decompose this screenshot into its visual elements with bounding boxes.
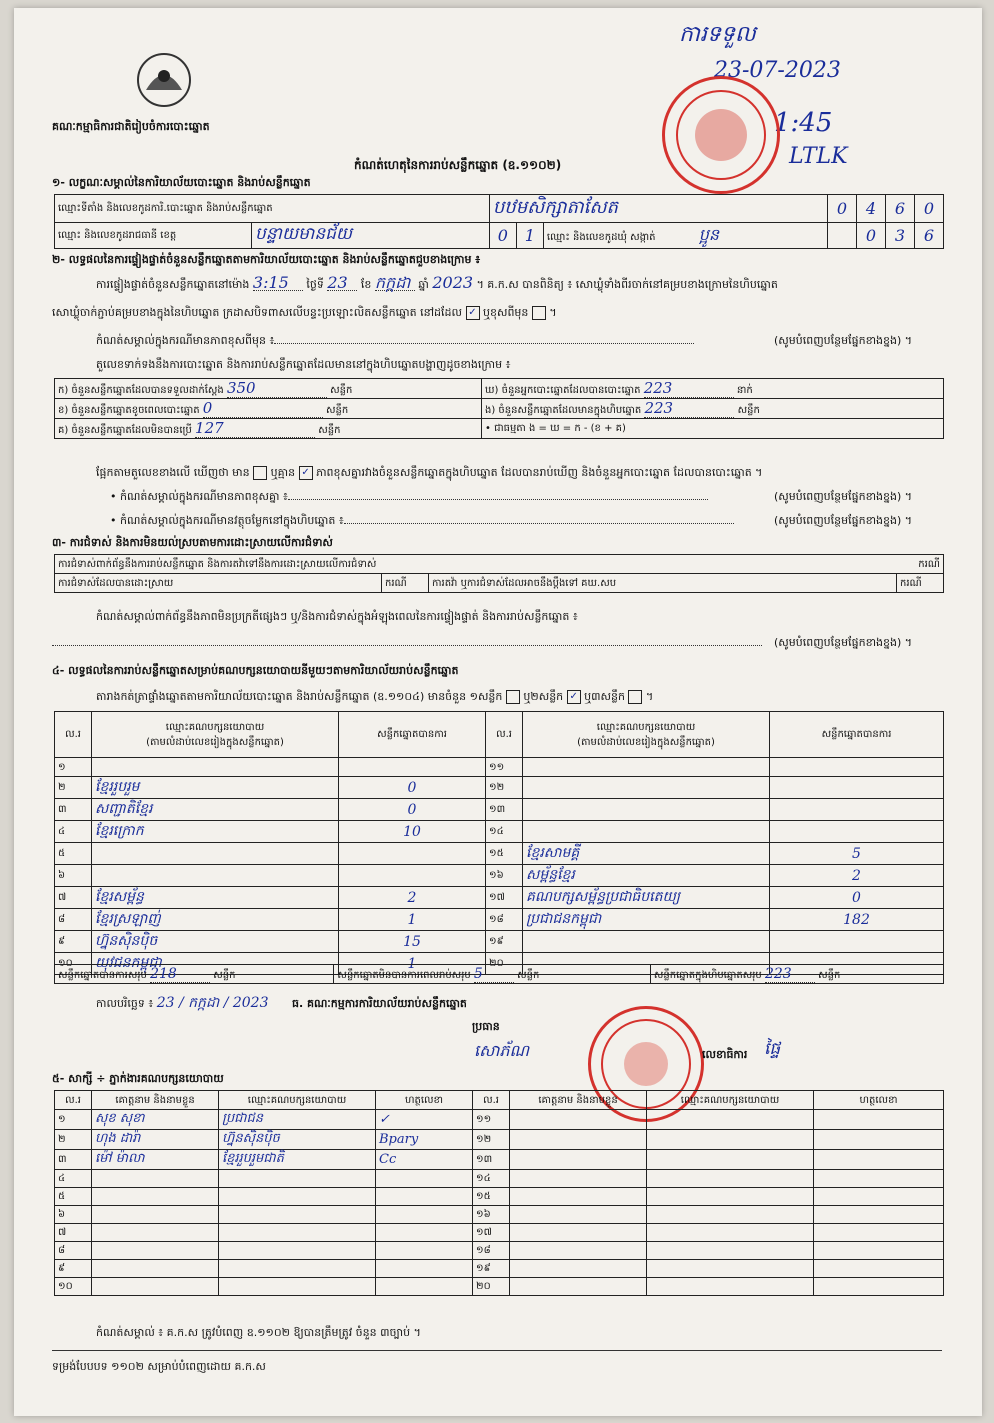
result-votes: 182	[770, 909, 944, 931]
col-votes-left: សន្លឹកឆ្នោតបានការ	[339, 712, 486, 758]
chair-label: ប្រធាន	[472, 1020, 500, 1033]
witness-party: ប្រជាជន	[219, 1110, 376, 1130]
counts-table	[54, 378, 944, 439]
witness-party: ហ្វ៊ុនស៊ិនប៉ិច	[219, 1130, 376, 1150]
witness-signature	[814, 1260, 944, 1278]
witness-no: ១៣	[473, 1150, 510, 1170]
result-votes	[339, 843, 486, 865]
witness-party	[647, 1110, 814, 1130]
chair-signature: សោភ័ណ	[474, 1041, 530, 1060]
w-col-no-right: ល.រ	[473, 1091, 510, 1110]
witness-row	[55, 1206, 944, 1224]
result-no: ១៨	[486, 909, 523, 931]
witness-party	[647, 1150, 814, 1170]
witness-signature	[814, 1188, 944, 1206]
result-votes	[770, 758, 944, 777]
date-line: កាលបរិច្ឆេទ ៖ 23 / កក្កដា / 2023 ធ. គណៈកម្មការការិយាល័យរាប់សន្លឹកឆ្នោត	[96, 995, 467, 1011]
witness-no: ១២	[473, 1130, 510, 1150]
count-formula: • ជាធម្មតា ង = ឃ = ក - (ខ + គ)	[482, 419, 944, 439]
witness-name	[92, 1242, 219, 1260]
receipt-date: 23-07-2023	[714, 58, 841, 83]
witness-no: ១	[55, 1110, 92, 1130]
station-table	[54, 194, 944, 249]
total-invalid: 5	[474, 966, 514, 983]
witness-party	[219, 1260, 376, 1278]
one-sheet-checkbox[interactable]	[506, 690, 520, 704]
official-stamp	[662, 76, 780, 194]
witness-signature	[814, 1170, 944, 1188]
result-party	[523, 821, 770, 843]
three-sheet-checkbox[interactable]	[628, 690, 642, 704]
secretary-signature: ផ្ទៃ	[764, 1039, 781, 1059]
result-row	[55, 865, 944, 887]
witness-name	[510, 1130, 647, 1150]
count-row-d: ឃ) ចំនួនអ្នកបោះឆ្នោតដែលបានបោះឆ្នោត 223 នាក់	[482, 379, 944, 399]
verify-year: 2023	[432, 273, 474, 292]
witness-no: ១៥	[473, 1188, 510, 1206]
result-row	[55, 887, 944, 909]
witness-name: ហុង ដារ៉ា	[92, 1130, 219, 1150]
witness-row	[55, 1242, 944, 1260]
witness-name: សុខ សុខា	[92, 1110, 219, 1130]
result-votes: 0	[339, 777, 486, 799]
result-votes: 10	[339, 821, 486, 843]
witness-no: ១៧	[473, 1224, 510, 1242]
result-votes	[770, 821, 944, 843]
result-party	[523, 777, 770, 799]
witness-party	[219, 1206, 376, 1224]
form-page	[14, 8, 982, 1416]
section2-title: ២- លទ្ធផលនៃការផ្ទៀងផ្ទាត់ចំនួនសន្លឹកឆ្នោតតាមការិយាល័យបោះឆ្នោត និងរាប់សន្លឹកឆ្នោតជួបខាងក្រោម ៖	[52, 253, 481, 266]
result-votes: 0	[770, 887, 944, 909]
objection-row1: ការជំទាស់ពាក់ព័ន្ធនឹងការរាប់សន្លឹកឆ្នោត និងការតវ៉ាទៅនឹងការដោះស្រាយលើការជំទាស់ ករណី	[55, 555, 944, 574]
count-a-value: 350	[227, 379, 327, 398]
result-no: ១៩	[486, 931, 523, 953]
total-box: 223	[765, 966, 815, 983]
witness-signature	[376, 1278, 473, 1296]
result-no: ១៤	[486, 821, 523, 843]
result-no: ៩	[55, 931, 92, 953]
col-party-right: ឈ្មោះគណបក្សនយោបាយ (តាមលំដាប់លេខរៀងក្នុងសន្លឹកឆ្នោត)	[523, 712, 770, 758]
total-box-cell: សន្លឹកឆ្នោតក្នុងហិបឆ្នោតសរុប 223 សន្លឹក	[650, 965, 943, 984]
note1-line: កំណត់សម្គាល់ក្នុងករណីមានភាពខុសពីមុន ៖	[96, 334, 694, 348]
station-value: បឋមសិក្សាតាសែត	[489, 195, 827, 223]
witness-no: ១១	[473, 1110, 510, 1130]
witness-party	[647, 1260, 814, 1278]
commune-value: ប្អូន	[698, 224, 720, 244]
result-row	[55, 777, 944, 799]
commune-block	[543, 223, 827, 249]
bullet1-line: • កំណត់សម្គាល់ក្នុងករណីមានភាពខុសគ្នា ៖	[110, 490, 708, 504]
committee-name: គណៈកម្មាធិការជាតិរៀបចំការបោះឆ្នោត	[52, 120, 210, 133]
result-votes	[770, 777, 944, 799]
witness-party	[647, 1170, 814, 1188]
witness-signature: Bpary	[376, 1130, 473, 1150]
witness-signature	[814, 1206, 944, 1224]
witness-signature: ✓	[376, 1110, 473, 1130]
witness-signature	[814, 1224, 944, 1242]
fill-more-1: (សូមបំពេញបន្ថែមផ្នែកខាងខ្នង) ។	[774, 334, 913, 347]
result-votes: 5	[770, 843, 944, 865]
witness-name	[92, 1206, 219, 1224]
station-code-1: 0	[828, 195, 857, 223]
section3-note: កំណត់សម្គាល់ពាក់ព័ន្ធនឹងភាពមិនប្រក្រតីផ្សេងៗ ឬ/និងការជំទាស់ក្នុងអំឡុងពេលនៃការផ្ទៀងផ្ទាត់ និងការរាប់សន្លឹកឆ្នោត ៖	[96, 610, 578, 623]
result-no: ១៣	[486, 799, 523, 821]
total-valid: 218	[150, 966, 210, 983]
section5-title: ៥- សាក្សី ÷ ភ្នាក់ងារគណបក្សនយោបាយ	[52, 1072, 224, 1085]
col-no-left: ល.រ	[55, 712, 92, 758]
witness-signature	[376, 1206, 473, 1224]
result-row	[55, 758, 944, 777]
has-diff-checkbox[interactable]	[253, 466, 267, 480]
resolved-label: ការជំទាស់ដែលបានដោះស្រាយ	[55, 574, 382, 593]
witness-name	[510, 1188, 647, 1206]
section4-title: ៤- លទ្ធផលនៃការរាប់សន្លឹកឆ្នោតសម្រាប់គណបក្សនយោបាយនីមួយៗតាមការិយាល័យរាប់សន្លឹកឆ្នោត	[52, 664, 459, 677]
witness-signature	[814, 1242, 944, 1260]
witness-name	[510, 1206, 647, 1224]
form-note: កំណត់សម្គាល់ ៖ គ.ក.ស ត្រូវបំពេញ ឧ.១១០២ ឱ្យបានត្រឹមត្រូវ ចំនួន ៣ច្បាប់ ។	[96, 1326, 421, 1339]
witness-name	[92, 1224, 219, 1242]
totals-table	[54, 964, 944, 984]
province-code-2: 1	[516, 223, 543, 249]
result-party: សម្ព័ន្ធខ្មែរ	[523, 865, 770, 887]
witness-no: ១៤	[473, 1170, 510, 1188]
witness-name: ម៉ៅ ម៉ាលា	[92, 1150, 219, 1170]
result-party: ខ្មែរសម្ព័ន្ធ	[92, 887, 339, 909]
witness-party	[647, 1188, 814, 1206]
result-party: គណបក្សសម្ព័ន្ធប្រជាធិបតេយ្យ	[523, 887, 770, 909]
witness-row	[55, 1150, 944, 1170]
station-label: ឈ្មោះទីតាំង និងលេខកូដការិ.បោះឆ្នោត និងរាប់សន្លឹកឆ្នោត	[55, 195, 490, 223]
witness-party	[647, 1224, 814, 1242]
result-votes	[770, 931, 944, 953]
w-col-no-left: ល.រ	[55, 1091, 92, 1110]
witness-party	[647, 1206, 814, 1224]
result-no: ៣	[55, 799, 92, 821]
result-no: ៨	[55, 909, 92, 931]
witness-row	[55, 1130, 944, 1150]
secretary-label: លេខាធិការ	[702, 1048, 748, 1061]
witness-name	[510, 1224, 647, 1242]
col-party-left: ឈ្មោះគណបក្សនយោបាយ (តាមលំដាប់លេខរៀងក្នុងសន្លឹកឆ្នោត)	[92, 712, 339, 758]
result-party	[523, 931, 770, 953]
count-row-b: ខ) ចំនួនសន្លឹកឆ្នោតខូចពេលបោះឆ្នោត 0 សន្លឹក	[55, 399, 482, 419]
result-votes	[339, 865, 486, 887]
witness-row	[55, 1260, 944, 1278]
fill-more-4: (សូមបំពេញបន្ថែមផ្នែកខាងខ្នង) ។	[774, 636, 913, 649]
result-row	[55, 843, 944, 865]
same-checkbox[interactable]: ✓	[466, 306, 480, 320]
commune-code-2: 3	[886, 223, 915, 249]
witness-party	[219, 1224, 376, 1242]
compare-line: ផ្អែកតាមតួលេខខាងលើ ឃើញថា មាន ឬគ្មាន ✓ ភាពខុសគ្នារវាងចំនួនសន្លឹកឆ្នោតក្នុងហិបឆ្នោត ដែលបានរាប់ឃើញ និងចំនួនអ្នកបោះឆ្នោត ដែលបានបោះឆ្នោត ។	[96, 466, 763, 479]
two-sheet-checkbox[interactable]: ✓	[567, 690, 581, 704]
different-checkbox[interactable]	[532, 306, 546, 320]
witness-party	[647, 1130, 814, 1150]
result-no: ២០	[486, 953, 523, 975]
verify-day: 23	[327, 276, 357, 291]
w-col-party-right: ឈ្មោះគណបក្សនយោបាយ	[647, 1091, 814, 1110]
count-c-value: 127	[195, 419, 315, 438]
province-label: ឈ្មោះ និងលេខកូដរាជធានី ខេត្ត	[55, 223, 252, 249]
counts-intro: តួលេខទាក់ទងនឹងការបោះឆ្នោត និងការរាប់សន្លឹកឆ្នោតដែលមាននៅក្នុងហិបឆ្នោតបង្ហាញដូចខាងក្រោម ៖	[96, 358, 511, 371]
commune-label: ឈ្មោះ និងលេខកូដឃុំ សង្កាត់	[546, 231, 656, 243]
result-party: ខ្មែរស្រឡាញ់	[92, 909, 339, 931]
result-votes: 1	[339, 953, 486, 975]
commune-code-1: 0	[857, 223, 886, 249]
witness-no: ១៨	[473, 1242, 510, 1260]
witness-party	[219, 1188, 376, 1206]
count-b-value: 0	[203, 399, 323, 418]
count-date: 23 / កក្កដា / 2023	[156, 995, 269, 1011]
result-votes: 15	[339, 931, 486, 953]
witness-row	[55, 1170, 944, 1188]
result-votes	[339, 758, 486, 777]
witness-table	[54, 1090, 944, 1296]
witness-no: ២	[55, 1130, 92, 1150]
witness-name	[92, 1188, 219, 1206]
count-row-e: ង) ចំនួនសន្លឹកឆ្នោតដែលមានក្នុងហិបឆ្នោត 223 សន្លឹក	[482, 399, 944, 419]
witness-party: ខ្មែររួបរួមជាតិ	[219, 1150, 376, 1170]
witness-name	[92, 1260, 219, 1278]
result-no: ១៦	[486, 865, 523, 887]
result-party: ខ្មែរក្រោក	[92, 821, 339, 843]
receipt-note: ការទទួល	[679, 22, 756, 47]
witness-signature: Cc	[376, 1150, 473, 1170]
receipt-sign: LTLK	[789, 144, 848, 169]
attach-line: តារាងកត់ត្រាផ្ទាំងឆ្នោតតាមការិយាល័យបោះឆ្នោត និងរាប់សន្លឹកឆ្នោត (ឧ.១១០៤) មានចំនួន ១សន្លឹក ឬ២សន្លឹក ✓ ឬ៣សន្លឹក ។	[96, 690, 654, 703]
col-no-right: ល.រ	[486, 712, 523, 758]
resolved-case: ករណី	[382, 574, 429, 593]
witness-no: ២០	[473, 1278, 510, 1296]
witness-party	[647, 1278, 814, 1296]
section3-title: ៣- ការជំទាស់ និងការមិនយល់ស្របតាមការដោះស្រាយលើការជំទាស់	[52, 536, 333, 549]
witness-signature	[376, 1224, 473, 1242]
receipt-time: 1:45	[774, 108, 833, 138]
witness-name	[510, 1150, 647, 1170]
witness-row	[55, 1110, 944, 1130]
witness-no: ៥	[55, 1188, 92, 1206]
result-no: ៤	[55, 821, 92, 843]
station-code-4: 0	[915, 195, 944, 223]
form-title: កំណត់ហេតុនៃការរាប់សន្លឹកឆ្នោត (ឧ.១១០២)	[354, 158, 562, 172]
witness-signature	[814, 1278, 944, 1296]
witness-name	[510, 1110, 647, 1130]
witness-signature	[376, 1188, 473, 1206]
witness-signature	[376, 1242, 473, 1260]
footer-rule	[52, 1350, 942, 1351]
result-row	[55, 821, 944, 843]
appeal-label: ការតវ៉ា ឬការជំទាស់ដែលអាចនឹងប្ដឹងទៅ គឃ.សប	[429, 574, 897, 593]
result-row	[55, 909, 944, 931]
witness-name	[92, 1278, 219, 1296]
w-col-party-left: ឈ្មោះគណបក្សនយោបាយ	[219, 1091, 376, 1110]
result-row	[55, 931, 944, 953]
w-col-name-left: គោត្តនាម និងនាមខ្លួន	[92, 1091, 219, 1110]
witness-name	[510, 1170, 647, 1188]
witness-party	[647, 1242, 814, 1260]
result-no: ៦	[55, 865, 92, 887]
w-col-sign-right: ហត្ថលេខា	[814, 1091, 944, 1110]
witness-signature	[814, 1150, 944, 1170]
witness-no: ១៦	[473, 1206, 510, 1224]
witness-signature	[376, 1260, 473, 1278]
verify-line: ការផ្ទៀងផ្ទាត់ចំនួនសន្លឹកឆ្នោតនៅម៉ោង 3:15 ថ្ងៃទី 23 ខែ កក្កដា ឆ្នាំ 2023 ។ គ.ក.ស បានពិនិត្យ ៖ សោឃ្លុំទាំងពីរចាក់នៅគម្របខាងក្រោមនៃហិបឆ្នោត	[96, 273, 778, 292]
witness-no: ៩	[55, 1260, 92, 1278]
section1-title: ១- លក្ខណៈសម្គាល់នៃការិយាល័យបោះឆ្នោត និងរាប់សន្លឹកឆ្នោត	[52, 176, 311, 189]
witness-no: ១៩	[473, 1260, 510, 1278]
province-value: បន្ទាយមានជ័យ	[252, 223, 490, 249]
results-table	[54, 711, 944, 975]
witness-no: ១០	[55, 1278, 92, 1296]
results-body	[55, 758, 944, 975]
witness-body	[55, 1110, 944, 1296]
witness-party	[219, 1170, 376, 1188]
witness-no: ៦	[55, 1206, 92, 1224]
station-code-3: 6	[886, 195, 915, 223]
witness-party	[219, 1278, 376, 1296]
w-col-name-right: គោត្តនាម និងនាមខ្លួន	[510, 1091, 647, 1110]
result-party: ប្រជាជនកម្ពុជា	[523, 909, 770, 931]
count-d-value: 223	[644, 379, 734, 398]
count-e-value: 223	[644, 399, 734, 418]
result-party: សញ្ជាតិខ្មែរ	[92, 799, 339, 821]
appeal-case: ករណី	[897, 574, 944, 593]
result-row	[55, 799, 944, 821]
result-votes: 2	[339, 887, 486, 909]
result-no: ២	[55, 777, 92, 799]
result-no: ៥	[55, 843, 92, 865]
total-valid-cell: សន្លឹកឆ្នោតបានការសរុប 218 សន្លឹក	[55, 965, 334, 984]
witness-name	[510, 1278, 647, 1296]
witness-no: ៣	[55, 1150, 92, 1170]
result-no: ៧	[55, 887, 92, 909]
result-no: ១៥	[486, 843, 523, 865]
result-no: ១៧	[486, 887, 523, 909]
w-col-sign-left: ហត្ថលេខា	[376, 1091, 473, 1110]
result-no: ១០	[55, 953, 92, 975]
witness-row	[55, 1188, 944, 1206]
witness-row	[55, 1278, 944, 1296]
result-party	[523, 758, 770, 777]
objection-table	[54, 554, 944, 593]
total-invalid-cell: សន្លឹកឆ្នោតមិនបានការពេលរាប់សរុប 5 សន្លឹក	[334, 965, 650, 984]
result-party: ខ្មែរសាមគ្គី	[523, 843, 770, 865]
result-no: ១	[55, 758, 92, 777]
witness-signature	[814, 1110, 944, 1130]
result-party	[92, 758, 339, 777]
witness-row	[55, 1224, 944, 1242]
form-footer: ទម្រង់បែបបទ ១១០២ សម្រាប់បំពេញដោយ គ.ក.ស	[52, 1360, 266, 1373]
result-no: ១១	[486, 758, 523, 777]
station-code-2: 4	[857, 195, 886, 223]
result-party	[92, 843, 339, 865]
witness-name	[510, 1260, 647, 1278]
fill-more-2: (សូមបំពេញបន្ថែមផ្នែកខាងខ្នង) ។	[774, 490, 913, 503]
col-votes-right: សន្លឹកឆ្នោតបានការ	[770, 712, 944, 758]
result-votes	[770, 799, 944, 821]
emblem-icon	[134, 50, 194, 110]
fill-more-3: (សូមបំពេញបន្ថែមផ្នែកខាងខ្នង) ។	[774, 514, 913, 527]
result-votes: 2	[770, 865, 944, 887]
witness-no: ៤	[55, 1170, 92, 1188]
province-code-1: 0	[489, 223, 516, 249]
no-diff-checkbox[interactable]: ✓	[299, 466, 313, 480]
commune-code-3: 6	[915, 223, 944, 249]
bullet2-line: • កំណត់សម្គាល់ក្នុងករណីមានវត្ថុចម្លែកនៅក្នុងហិបឆ្នោត ៖	[110, 514, 734, 528]
seal-check-line: សោឃ្លុំចាក់ភ្ជាប់គម្របខាងក្នុងនៃហិបឆ្នោត ក្រដាសបិទពាសលើបន្ទះប្រឡោះលិតសន្លឹកឆ្នោត នៅដដែល ✓ ឬខុសពីមុន ។	[52, 306, 557, 319]
witness-name	[92, 1170, 219, 1188]
result-votes: 1	[339, 909, 486, 931]
section3-note-line	[52, 636, 762, 650]
result-party	[523, 799, 770, 821]
witness-party	[219, 1242, 376, 1260]
witness-name	[510, 1242, 647, 1260]
witness-signature	[814, 1130, 944, 1150]
result-party: យុវជនកម្ពុជា	[92, 953, 339, 975]
count-row-c: គ) ចំនួនសន្លឹកឆ្នោតដែលមិនបានប្រើ 127 សន្លឹក	[55, 419, 482, 439]
verify-time: 3:15	[253, 276, 303, 291]
count-row-a: ក) ចំនួនសន្លឹកឆ្នោតដែលបានទទួលដាក់ស្ដែង 350 សន្លឹក	[55, 379, 482, 399]
result-no: ១២	[486, 777, 523, 799]
result-party: ហ្វ៊ុនស៊ិនប៉ិច	[92, 931, 339, 953]
verify-month: កក្កដា	[375, 276, 415, 291]
result-votes: 0	[339, 799, 486, 821]
result-party: ខ្មែររួបរួម	[92, 777, 339, 799]
witness-no: ៨	[55, 1242, 92, 1260]
witness-signature	[376, 1170, 473, 1188]
witness-no: ៧	[55, 1224, 92, 1242]
result-party	[92, 865, 339, 887]
